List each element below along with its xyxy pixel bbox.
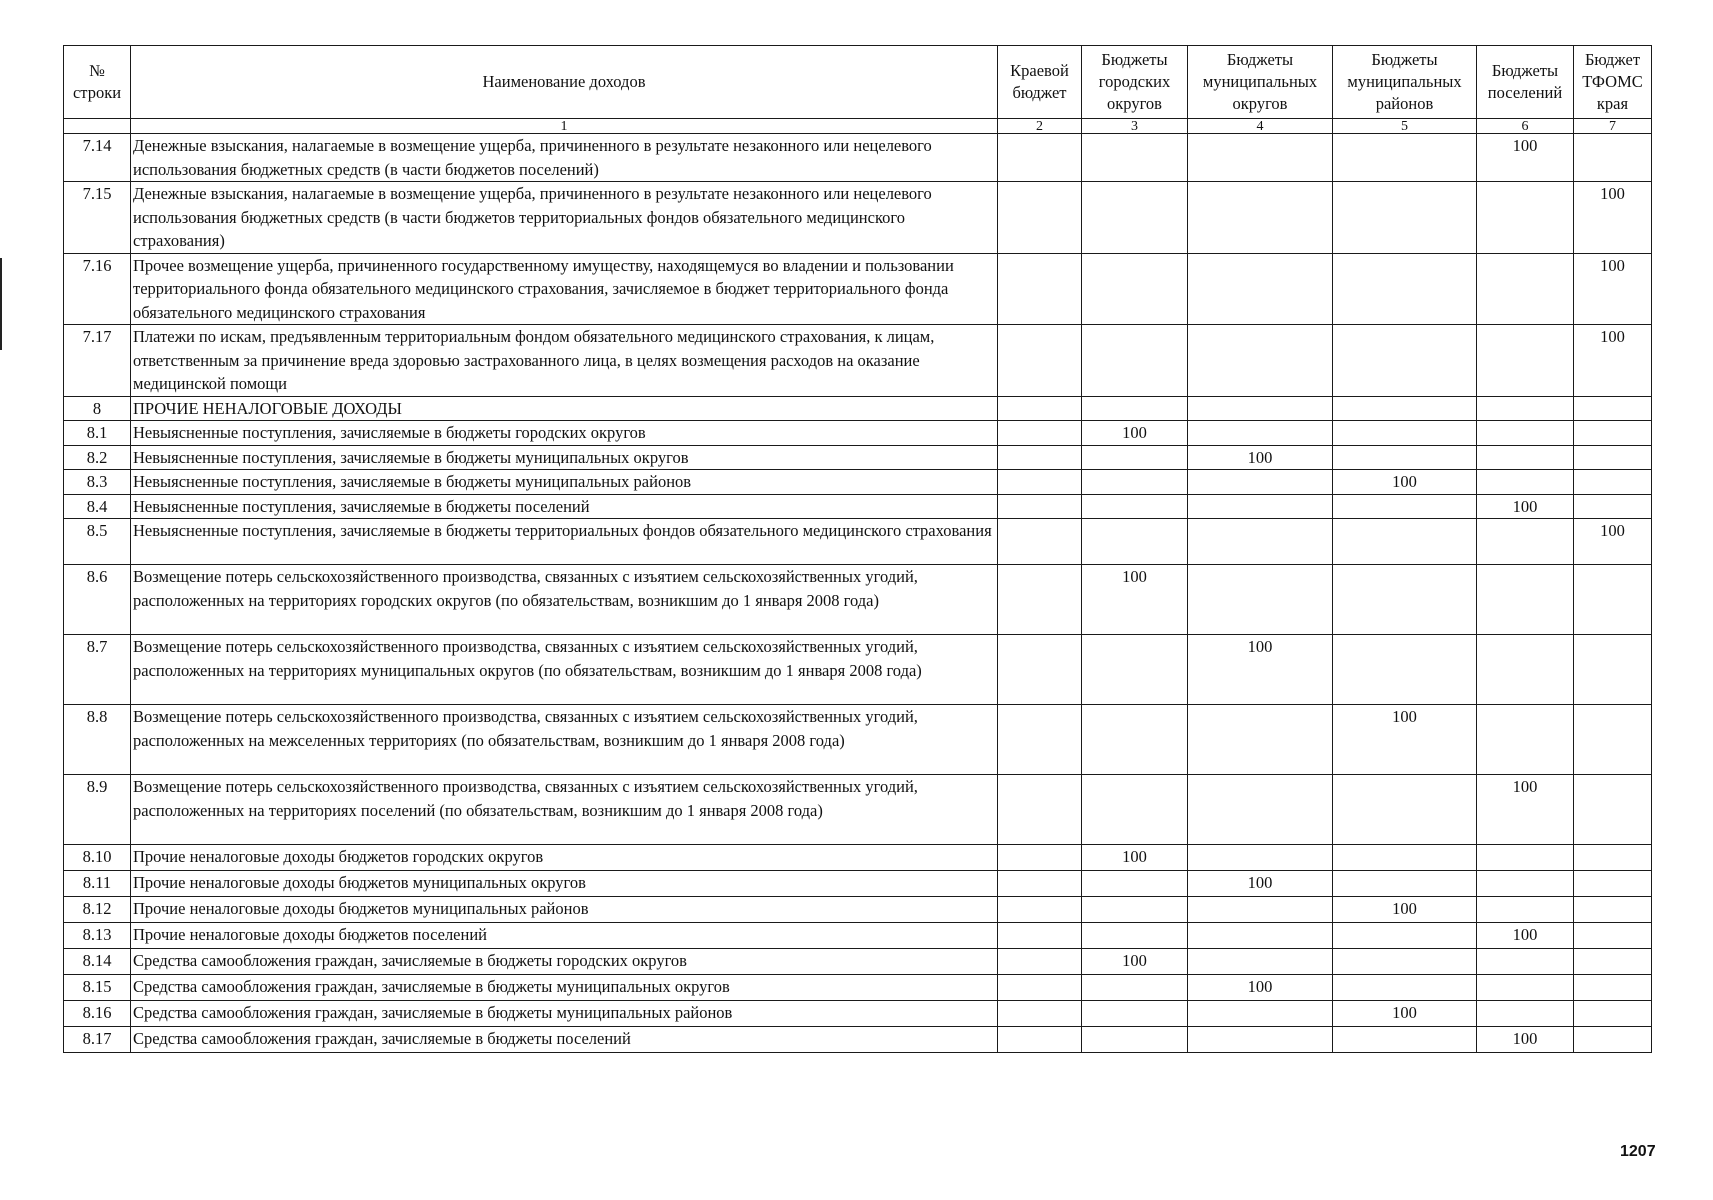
table-row	[64, 134, 1652, 182]
table-row	[64, 182, 1652, 254]
percent-cell	[1574, 949, 1652, 975]
percent-cell	[1333, 975, 1477, 1001]
income-name-cell: Денежные взыскания, налагаемые в возмещение ущерба, причиненного в результате незаконного или нецелевого использования бюджетных средств (в части бюджетов территориальных фондов обязательного медицинского страхования)	[131, 182, 998, 254]
column-number: 1	[131, 119, 998, 134]
table-row	[64, 923, 1652, 949]
income-name-cell: Невыясненные поступления, зачисляемые в бюджеты муниципальных районов	[131, 470, 998, 495]
percent-cell	[998, 705, 1082, 775]
percent-cell: 100	[1574, 519, 1652, 565]
percent-cell	[1188, 325, 1333, 397]
percent-cell	[1188, 519, 1333, 565]
percent-cell	[1477, 519, 1574, 565]
table-row	[64, 775, 1652, 845]
percent-cell: 100	[1082, 565, 1188, 635]
row-number-cell: 8.4	[64, 494, 131, 519]
scan-edge-mark	[0, 258, 2, 350]
percent-cell: 100	[1082, 949, 1188, 975]
table-row	[64, 519, 1652, 565]
income-name-cell: Возмещение потерь сельскохозяйственного производства, связанных с изъятием сельскохозяйственных угодий, расположенных на территориях муниципальных округов (по обязательствам, возникшим до 1 января 2008 года)	[131, 635, 998, 705]
percent-cell	[1188, 421, 1333, 446]
percent-cell	[1333, 445, 1477, 470]
percent-cell	[1477, 635, 1574, 705]
row-number-cell: 7.16	[64, 253, 131, 325]
percent-cell	[1082, 325, 1188, 397]
percent-cell	[998, 421, 1082, 446]
row-number-cell: 8.12	[64, 897, 131, 923]
percent-cell	[1188, 1027, 1333, 1053]
percent-cell	[1574, 421, 1652, 446]
row-number-cell: 7.15	[64, 182, 131, 254]
row-number-cell: 8.2	[64, 445, 131, 470]
percent-cell	[1574, 975, 1652, 1001]
table-row	[64, 1001, 1652, 1027]
percent-cell	[1477, 949, 1574, 975]
percent-cell	[1082, 1001, 1188, 1027]
percent-cell	[1333, 494, 1477, 519]
percent-cell	[1574, 845, 1652, 871]
header-row-number: № строки	[64, 46, 131, 119]
percent-cell: 100	[1477, 494, 1574, 519]
percent-cell	[1574, 635, 1652, 705]
percent-cell	[1574, 775, 1652, 845]
table-row	[64, 565, 1652, 635]
percent-cell	[1477, 470, 1574, 495]
percent-cell: 100	[1188, 975, 1333, 1001]
header-row	[64, 46, 1652, 119]
percent-cell	[1333, 845, 1477, 871]
table-row	[64, 396, 1652, 421]
percent-cell	[1188, 949, 1333, 975]
percent-cell	[1477, 705, 1574, 775]
table-body	[64, 134, 1652, 1053]
table-row	[64, 470, 1652, 495]
percent-cell	[1082, 897, 1188, 923]
percent-cell	[1188, 705, 1333, 775]
income-name-cell: Невыясненные поступления, зачисляемые в бюджеты городских округов	[131, 421, 998, 446]
percent-cell	[1333, 134, 1477, 182]
table-row	[64, 871, 1652, 897]
percent-cell	[998, 975, 1082, 1001]
income-name-cell: Прочее возмещение ущерба, причиненного государственному имуществу, находящемуся во владении и пользовании территориального фонда обязательного медицинского страхования, зачисляемое в бюджет территориального фонда обязательного медицинского страхования	[131, 253, 998, 325]
percent-cell	[1082, 396, 1188, 421]
table-row	[64, 1027, 1652, 1053]
percent-cell	[1082, 494, 1188, 519]
percent-cell	[1082, 1027, 1188, 1053]
row-number-cell: 8.6	[64, 565, 131, 635]
percent-cell	[1477, 421, 1574, 446]
percent-cell	[1082, 519, 1188, 565]
percent-cell	[1082, 470, 1188, 495]
percent-cell	[1188, 253, 1333, 325]
percent-cell	[1188, 923, 1333, 949]
percent-cell: 100	[1082, 421, 1188, 446]
row-number-cell: 8.5	[64, 519, 131, 565]
percent-cell	[1574, 445, 1652, 470]
income-name-cell: Невыясненные поступления, зачисляемые в бюджеты поселений	[131, 494, 998, 519]
column-number: 5	[1333, 119, 1477, 134]
percent-cell	[1082, 635, 1188, 705]
percent-cell	[1477, 396, 1574, 421]
header-city-district-budgets: Бюджеты городских округов	[1082, 46, 1188, 119]
percent-cell	[1574, 396, 1652, 421]
income-name-cell: Прочие неналоговые доходы бюджетов муниципальных районов	[131, 897, 998, 923]
row-number-cell: 8.9	[64, 775, 131, 845]
percent-cell: 100	[1574, 182, 1652, 254]
table-row	[64, 494, 1652, 519]
percent-cell	[1188, 134, 1333, 182]
percent-cell	[1333, 325, 1477, 397]
header-settlement-budgets: Бюджеты поселений	[1477, 46, 1574, 119]
percent-cell	[1333, 565, 1477, 635]
percent-cell	[998, 470, 1082, 495]
table-row	[64, 445, 1652, 470]
percent-cell: 100	[1477, 775, 1574, 845]
percent-cell: 100	[1477, 134, 1574, 182]
percent-cell	[998, 1001, 1082, 1027]
percent-cell	[1333, 253, 1477, 325]
column-number: 2	[998, 119, 1082, 134]
row-number-cell: 8.10	[64, 845, 131, 871]
percent-cell	[1082, 923, 1188, 949]
percent-cell	[1082, 871, 1188, 897]
income-name-cell: Средства самообложения граждан, зачисляемые в бюджеты поселений	[131, 1027, 998, 1053]
header-regional-budget: Краевой бюджет	[998, 46, 1082, 119]
percent-cell	[1574, 494, 1652, 519]
percent-cell	[1188, 1001, 1333, 1027]
percent-cell	[1574, 705, 1652, 775]
percent-cell	[1477, 565, 1574, 635]
percent-cell	[998, 897, 1082, 923]
percent-cell	[998, 396, 1082, 421]
percent-cell	[998, 134, 1082, 182]
row-number-cell: 8.7	[64, 635, 131, 705]
row-number-cell: 8	[64, 396, 131, 421]
percent-cell	[1333, 182, 1477, 254]
percent-cell	[1082, 975, 1188, 1001]
percent-cell	[1333, 396, 1477, 421]
percent-cell	[1082, 134, 1188, 182]
row-number-cell: 8.1	[64, 421, 131, 446]
table-row	[64, 635, 1652, 705]
percent-cell	[1188, 565, 1333, 635]
column-number	[64, 119, 131, 134]
percent-cell: 100	[1333, 1001, 1477, 1027]
percent-cell	[1477, 897, 1574, 923]
percent-cell	[1477, 325, 1574, 397]
percent-cell	[1333, 871, 1477, 897]
percent-cell	[998, 635, 1082, 705]
percent-cell	[1574, 871, 1652, 897]
percent-cell	[1188, 897, 1333, 923]
header-municipal-area-budgets: Бюджеты муниципальных районов	[1333, 46, 1477, 119]
column-number: 7	[1574, 119, 1652, 134]
percent-cell	[998, 775, 1082, 845]
percent-cell	[1477, 871, 1574, 897]
percent-cell: 100	[1333, 897, 1477, 923]
percent-cell: 100	[1574, 325, 1652, 397]
row-number-cell: 8.8	[64, 705, 131, 775]
percent-cell	[1574, 897, 1652, 923]
percent-cell	[998, 949, 1082, 975]
percent-cell: 100	[1574, 253, 1652, 325]
percent-cell	[1333, 923, 1477, 949]
column-number: 6	[1477, 119, 1574, 134]
column-number: 3	[1082, 119, 1188, 134]
percent-cell	[1333, 421, 1477, 446]
row-number-cell: 8.13	[64, 923, 131, 949]
percent-cell	[998, 1027, 1082, 1053]
percent-cell: 100	[1477, 923, 1574, 949]
percent-cell	[998, 519, 1082, 565]
header-income-name: Наименование доходов	[131, 46, 998, 119]
percent-cell	[1333, 635, 1477, 705]
income-name-cell: Возмещение потерь сельскохозяйственного производства, связанных с изъятием сельскохозяйственных угодий, расположенных на межселенных территориях (по обязательствам, возникшим до 1 января 2008 года)	[131, 705, 998, 775]
percent-cell	[1188, 775, 1333, 845]
percent-cell	[998, 565, 1082, 635]
percent-cell	[998, 182, 1082, 254]
income-distribution-table	[63, 45, 1652, 1053]
percent-cell	[1477, 975, 1574, 1001]
percent-cell	[1188, 396, 1333, 421]
table-row	[64, 705, 1652, 775]
row-number-cell: 8.3	[64, 470, 131, 495]
table-row	[64, 949, 1652, 975]
row-number-cell: 7.14	[64, 134, 131, 182]
percent-cell: 100	[1188, 871, 1333, 897]
percent-cell: 100	[1333, 705, 1477, 775]
percent-cell	[1082, 182, 1188, 254]
row-number-cell: 8.14	[64, 949, 131, 975]
table-row	[64, 897, 1652, 923]
percent-cell	[1082, 445, 1188, 470]
percent-cell	[998, 445, 1082, 470]
income-name-cell: Прочие неналоговые доходы бюджетов городских округов	[131, 845, 998, 871]
header-tfoms-budget: Бюджет ТФОМС края	[1574, 46, 1652, 119]
income-name-cell: Средства самообложения граждан, зачисляемые в бюджеты муниципальных округов	[131, 975, 998, 1001]
percent-cell	[1188, 845, 1333, 871]
percent-cell	[1188, 494, 1333, 519]
percent-cell	[1333, 519, 1477, 565]
table-row	[64, 975, 1652, 1001]
percent-cell	[1477, 1001, 1574, 1027]
percent-cell	[998, 845, 1082, 871]
percent-cell	[1574, 923, 1652, 949]
income-name-cell: Платежи по искам, предъявленным территориальным фондом обязательного медицинского страхования, к лицам, ответственным за причинение вреда здоровью застрахованного лица, в целях возмещения расходов на оказание медицинской помощи	[131, 325, 998, 397]
percent-cell	[998, 871, 1082, 897]
percent-cell	[1082, 705, 1188, 775]
header-municipal-district-budgets: Бюджеты муниципальных округов	[1188, 46, 1333, 119]
percent-cell: 100	[1082, 845, 1188, 871]
income-name-cell: Прочие неналоговые доходы бюджетов поселений	[131, 923, 998, 949]
percent-cell	[1333, 775, 1477, 845]
percent-cell	[1082, 253, 1188, 325]
percent-cell	[1574, 470, 1652, 495]
percent-cell	[1574, 1001, 1652, 1027]
table-row	[64, 421, 1652, 446]
row-number-cell: 8.17	[64, 1027, 131, 1053]
percent-cell	[1574, 134, 1652, 182]
percent-cell: 100	[1477, 1027, 1574, 1053]
income-name-cell: Возмещение потерь сельскохозяйственного производства, связанных с изъятием сельскохозяйственных угодий, расположенных на территориях городских округов (по обязательствам, возникшим до 1 января 2008 года)	[131, 565, 998, 635]
income-name-cell: ПРОЧИЕ НЕНАЛОГОВЫЕ ДОХОДЫ	[131, 396, 998, 421]
row-number-cell: 8.15	[64, 975, 131, 1001]
income-name-cell: Возмещение потерь сельскохозяйственного производства, связанных с изъятием сельскохозяйственных угодий, расположенных на территориях поселений (по обязательствам, возникшим до 1 января 2008 года)	[131, 775, 998, 845]
percent-cell	[1477, 182, 1574, 254]
column-number: 4	[1188, 119, 1333, 134]
row-number-cell: 8.16	[64, 1001, 131, 1027]
percent-cell	[1574, 565, 1652, 635]
percent-cell: 100	[1188, 635, 1333, 705]
percent-cell	[1082, 775, 1188, 845]
percent-cell	[1477, 253, 1574, 325]
percent-cell	[998, 494, 1082, 519]
percent-cell	[1188, 182, 1333, 254]
percent-cell	[998, 325, 1082, 397]
percent-cell	[1574, 1027, 1652, 1053]
column-number-row	[64, 119, 1652, 134]
percent-cell	[1188, 470, 1333, 495]
page-number: 1207	[1620, 1143, 1656, 1160]
percent-cell	[998, 253, 1082, 325]
table-row	[64, 253, 1652, 325]
income-name-cell: Средства самообложения граждан, зачисляемые в бюджеты муниципальных районов	[131, 1001, 998, 1027]
percent-cell	[1333, 1027, 1477, 1053]
row-number-cell: 8.11	[64, 871, 131, 897]
income-name-cell: Средства самообложения граждан, зачисляемые в бюджеты городских округов	[131, 949, 998, 975]
row-number-cell: 7.17	[64, 325, 131, 397]
income-name-cell: Невыясненные поступления, зачисляемые в бюджеты муниципальных округов	[131, 445, 998, 470]
income-name-cell: Денежные взыскания, налагаемые в возмещение ущерба, причиненного в результате незаконного или нецелевого использования бюджетных средств (в части бюджетов поселений)	[131, 134, 998, 182]
table-row	[64, 325, 1652, 397]
percent-cell: 100	[1188, 445, 1333, 470]
table-row	[64, 845, 1652, 871]
percent-cell	[1333, 949, 1477, 975]
percent-cell	[1477, 845, 1574, 871]
percent-cell: 100	[1333, 470, 1477, 495]
income-name-cell: Прочие неналоговые доходы бюджетов муниципальных округов	[131, 871, 998, 897]
percent-cell	[1477, 445, 1574, 470]
income-name-cell: Невыясненные поступления, зачисляемые в бюджеты территориальных фондов обязательного медицинского страхования	[131, 519, 998, 565]
percent-cell	[998, 923, 1082, 949]
